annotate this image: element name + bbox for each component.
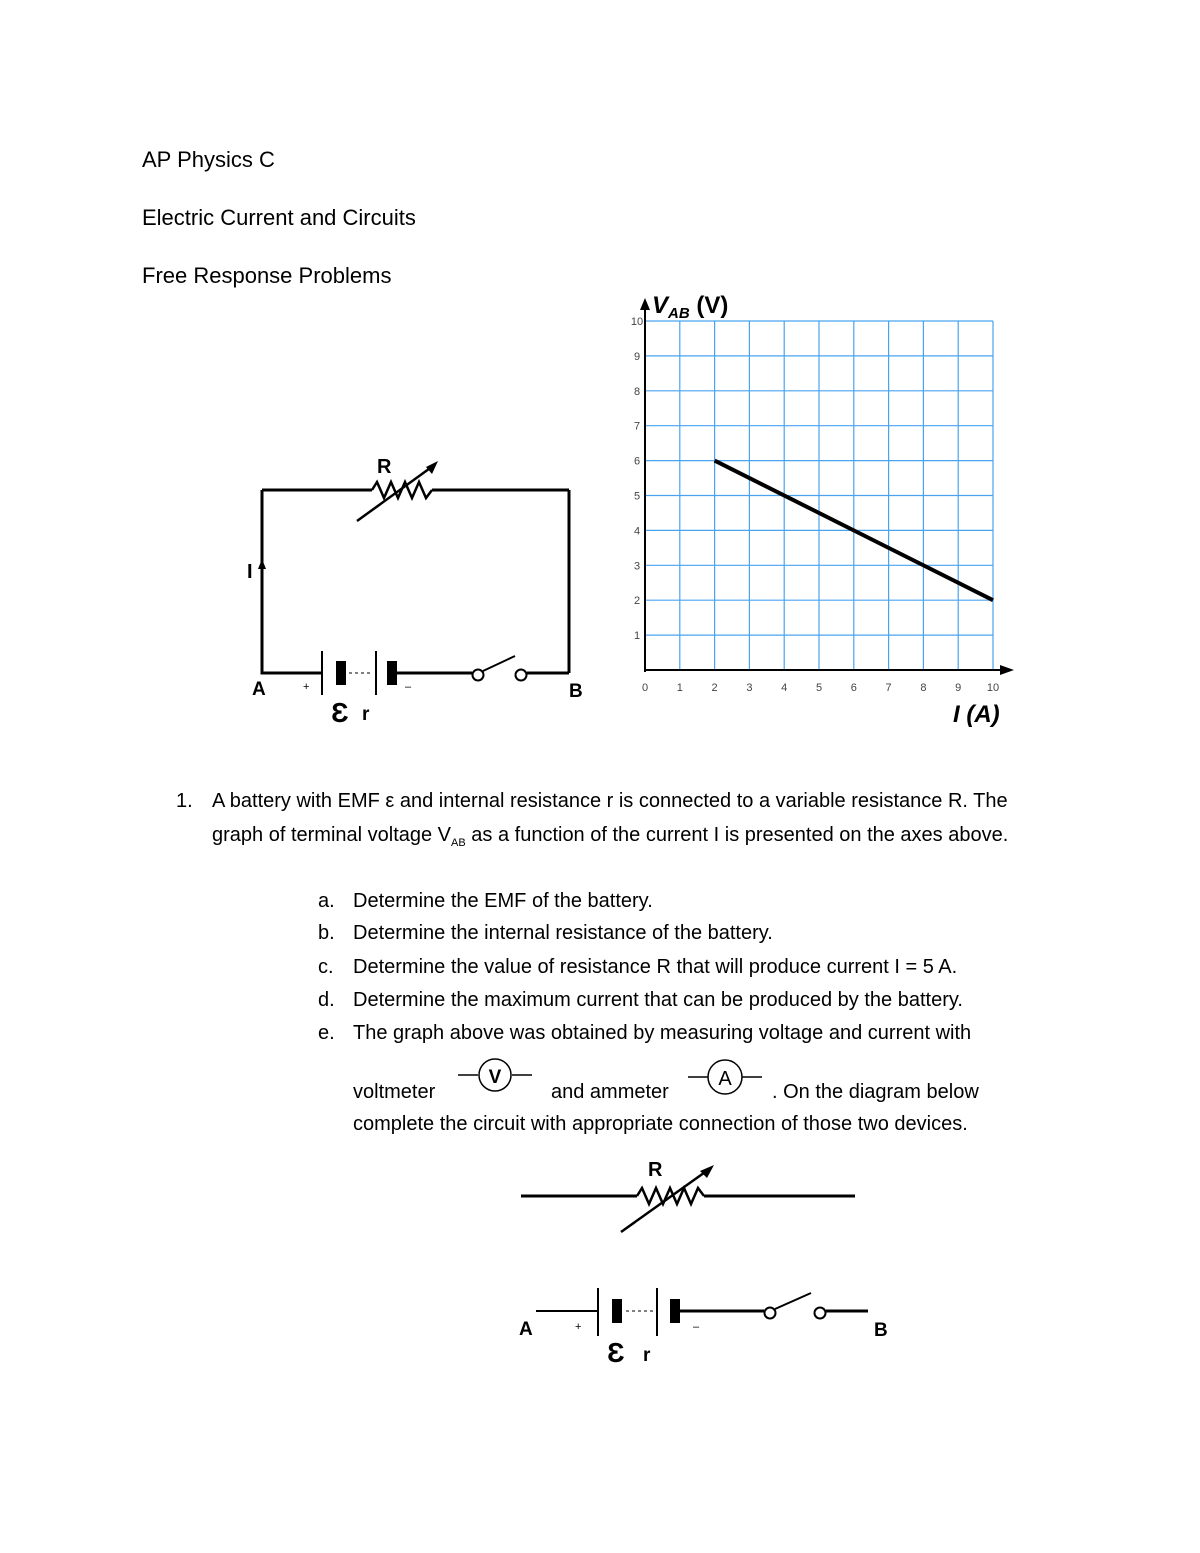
bottom-terminal-b-label: B xyxy=(874,1320,888,1341)
part-b-text: Determine the internal resistance of the battery. xyxy=(353,922,773,944)
current-label: I xyxy=(247,561,253,583)
y-axis-title-main: V xyxy=(652,292,669,319)
part-c-text: Determine the value of resistance R that will produce current I = 5 A. xyxy=(353,956,958,978)
bottom-diagram xyxy=(521,1165,868,1336)
resistor-zigzag xyxy=(372,482,432,498)
part-a-text: Determine the EMF of the battery. xyxy=(353,890,653,912)
part-d-text: Determine the maximum current that can be produced by the battery. xyxy=(353,989,963,1011)
bottom-variable-arrow-head xyxy=(700,1165,714,1178)
ammeter-letter: A xyxy=(718,1068,732,1090)
part-b xyxy=(318,917,773,950)
bottom-battery-short-plate xyxy=(612,1299,622,1323)
x-tick-label: 6 xyxy=(850,682,857,694)
bottom-minus-sign: – xyxy=(693,1321,700,1333)
ammeter-label: and ammeter xyxy=(551,1081,669,1103)
y-tick-label: 1 xyxy=(633,630,641,643)
question-text-part1: A battery with EMF ε and internal resistance r is connected to a variable resistance R. The graph of terminal voltage V xyxy=(212,790,1008,846)
x-tick-label: 7 xyxy=(885,682,892,694)
terminal-a-label: A xyxy=(252,679,266,700)
voltmeter-letter: V xyxy=(488,1067,502,1088)
bottom-internal-r-block xyxy=(670,1299,680,1323)
x-tick-label: 8 xyxy=(920,682,927,694)
part-e-last-line: complete the circuit with appropriate connection of those two devices. xyxy=(353,1113,968,1135)
internal-r-label: r xyxy=(362,704,370,725)
x-tick-label: 5 xyxy=(815,682,823,694)
bottom-internal-r-label: r xyxy=(643,1345,651,1366)
terminal-b-label: B xyxy=(569,681,583,702)
y-tick-label: 6 xyxy=(633,455,641,468)
question-number: 1. xyxy=(176,790,193,812)
y-axis-title-unit: (V) xyxy=(689,292,729,319)
x-tick-label: 9 xyxy=(955,682,962,694)
part-d xyxy=(318,984,963,1017)
part-e-label: e. xyxy=(318,1022,335,1044)
variable-arrow-head xyxy=(426,461,438,474)
bottom-resistor-label: R xyxy=(648,1159,663,1181)
x-axis-title: I (A) xyxy=(953,701,1000,728)
y-axis-title xyxy=(652,292,728,322)
course-title: AP Physics C xyxy=(142,147,275,172)
x-tick-label: 3 xyxy=(746,682,753,694)
y-axis-arrow-icon xyxy=(640,298,650,310)
internal-r-block xyxy=(387,661,397,685)
x-tick-label: 10 xyxy=(986,682,1000,694)
unit-title: Electric Current and Circuits xyxy=(142,205,416,230)
part-e-continuation: . On the diagram below xyxy=(772,1081,979,1103)
bottom-switch-contact-left xyxy=(765,1308,776,1319)
chart-ticks xyxy=(631,316,999,694)
bottom-switch-contact-right xyxy=(815,1308,826,1319)
switch-blade xyxy=(483,656,515,671)
y-tick-label: 9 xyxy=(633,350,641,363)
bottom-terminal-a-label: A xyxy=(519,1319,533,1340)
part-b-label: b. xyxy=(318,922,335,944)
y-tick-label: 7 xyxy=(633,420,641,433)
bottom-variable-arrow-shaft xyxy=(621,1170,708,1232)
part-e xyxy=(318,1017,971,1050)
chart-grid xyxy=(645,321,993,670)
switch-contact-left xyxy=(473,670,484,681)
part-a xyxy=(318,885,653,918)
y-tick-label: 4 xyxy=(633,525,641,538)
part-c xyxy=(318,951,957,984)
voltmeter-label: voltmeter xyxy=(353,1081,436,1103)
part-a-label: a. xyxy=(318,890,335,912)
question-text xyxy=(212,784,1062,860)
variable-arrow-shaft xyxy=(357,466,433,521)
section-title: Free Response Problems xyxy=(142,263,392,288)
question-text-sub: AB xyxy=(451,837,466,849)
battery-short-plate xyxy=(336,661,346,685)
top-circuit xyxy=(258,461,569,695)
plus-sign: + xyxy=(303,681,310,693)
x-axis-arrow-icon xyxy=(1000,665,1014,675)
minus-sign: – xyxy=(405,681,412,693)
y-tick-label: 5 xyxy=(633,490,641,503)
top-resistor-label: R xyxy=(377,456,392,478)
part-e-text: The graph above was obtained by measuring voltage and current with xyxy=(353,1022,972,1044)
x-tick-label: 1 xyxy=(676,682,683,694)
x-tick-label: 0 xyxy=(641,682,649,694)
y-tick-label: 8 xyxy=(633,385,641,398)
part-c-label: c. xyxy=(318,956,334,978)
y-tick-label: 2 xyxy=(633,595,641,608)
emf-symbol: Ɛ xyxy=(331,697,349,728)
question-text-part2: as a function of the current I is presented on the axes above. xyxy=(465,824,1009,846)
current-arrow-icon xyxy=(258,559,266,569)
part-d-label: d. xyxy=(318,989,335,1011)
switch-contact-right xyxy=(516,670,527,681)
x-tick-label: 2 xyxy=(711,682,718,694)
bottom-emf-symbol: Ɛ xyxy=(607,1337,625,1368)
vab-vs-i-chart xyxy=(631,292,1014,728)
y-axis-title-sub: AB xyxy=(668,305,690,322)
bottom-switch-blade xyxy=(775,1293,811,1309)
x-tick-label: 4 xyxy=(781,682,788,694)
y-tick-label: 3 xyxy=(633,560,641,573)
top-circuit-wire xyxy=(262,490,322,673)
bottom-plus-sign: + xyxy=(575,1321,582,1333)
y-tick-label: 10 xyxy=(630,316,644,328)
